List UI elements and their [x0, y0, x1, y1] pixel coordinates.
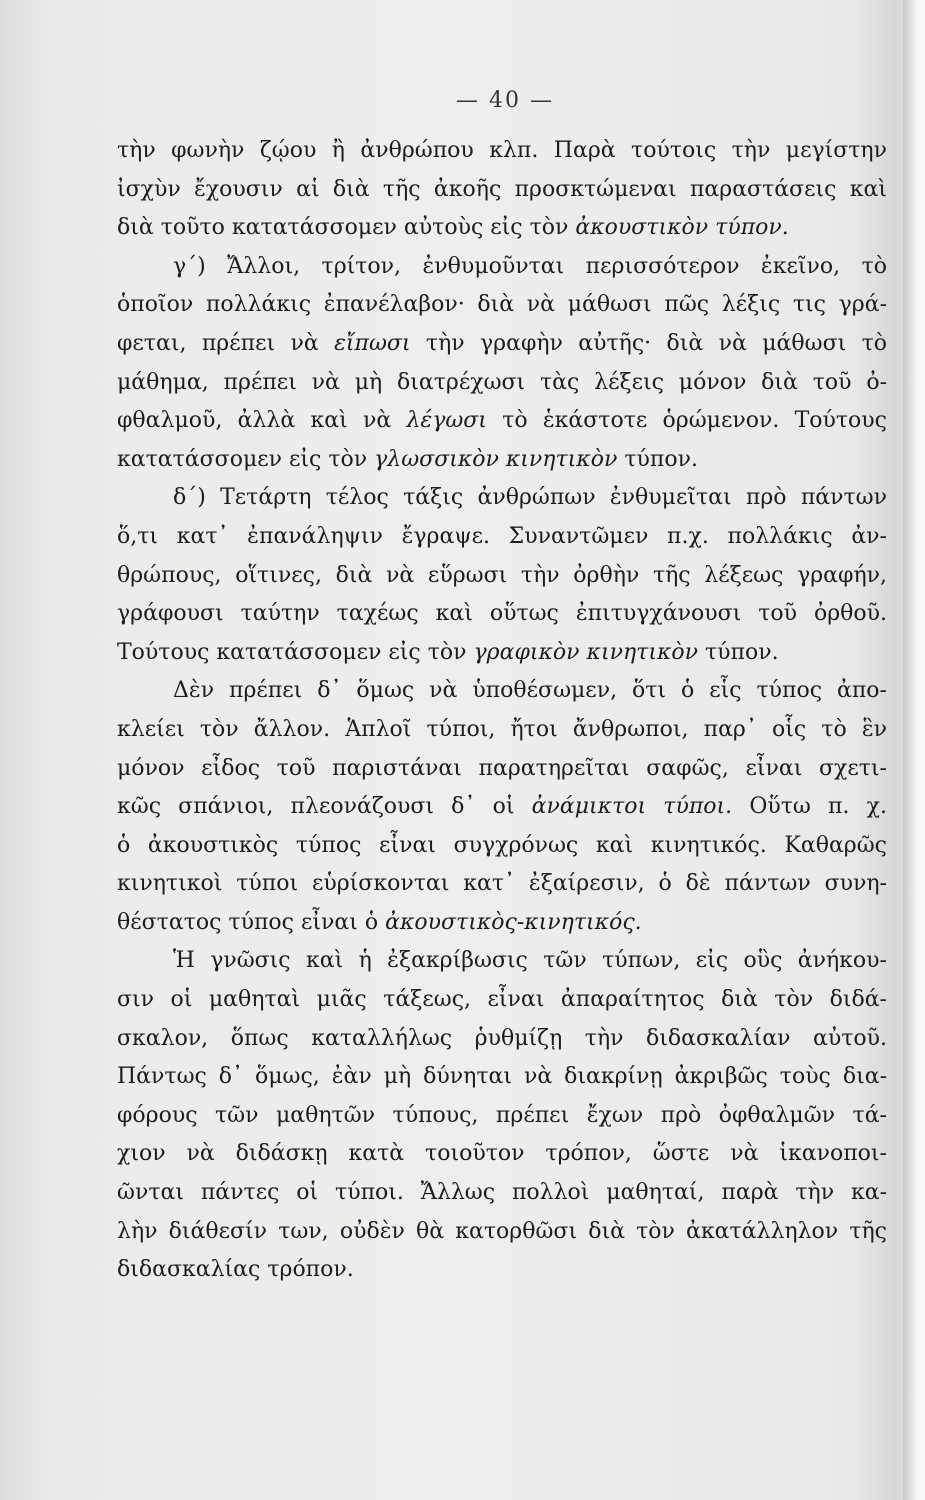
page-edge: [903, 0, 925, 1500]
text-line-3: διὰ τοῦτο κατατάσσομεν αὐτοὺς εἰς τὸν ἀκουστικὸν τύπον.: [117, 215, 789, 241]
text-line-2: ἰσχὺν ἔχουσιν αἱ διὰ τῆς ἀκοῆς προσκτώμεναι παραστάσεις καὶ: [117, 176, 887, 202]
text-line-24: σκαλον, ὅπως καταλλήλως ῥυθμίζῃ τὴν διδασκαλίαν αὐτοῦ.: [117, 1025, 887, 1051]
text-line-16: κλείει τὸν ἄλλον. Ἁπλοῖ τύποι, ἤτοι ἄνθρωποι, παρ᾽ οἷς τὸ ἓν: [117, 716, 887, 742]
text-line-28: ῶνται πάντες οἱ τύποι. Ἄλλως πολλοὶ μαθηταί, παρὰ τὴν κα-: [117, 1180, 887, 1206]
text-line-5: ὁποῖον πολλάκις ἐπανέλαβον· διὰ νὰ μάθωσι πῶς λέξις τις γρά-: [117, 292, 887, 318]
text-line-29: λὴν διάθεσίν των, οὐδὲν θὰ κατορθῶσι διὰ τὸν ἀκατάλληλον τῆς: [117, 1218, 887, 1244]
emphasis-verbal-motor: γλωσσικὸν κινητικὸν: [374, 446, 618, 472]
text-line-18: κῶς σπάνιοι, πλεονάζουσι δ᾽ οἱ ἀνάμικτοι τύποι. Οὕτω π. χ.: [117, 794, 887, 820]
text-line-26: φόρους τῶν μαθητῶν τύπους, πρέπει ἔχων πρὸ ὀφθαλμῶν τά-: [117, 1102, 887, 1128]
emphasis-legosi: λέγωσι: [406, 408, 487, 434]
text-line-22: Ἡ γνῶσις καὶ ἡ ἐξακρίβωσις τῶν τύπων, εἰς οὓς ἀνήκου-: [173, 948, 887, 974]
text-line-17: μόνον εἶδος τοῦ παριστάναι παρατηρεῖται σαφῶς, εἶναι σχετι-: [117, 755, 887, 781]
text-line-1: τὴν φωνὴν ζῴου ἢ ἀνθρώπου κλπ. Παρὰ τούτοις τὴν μεγίστην: [117, 138, 887, 163]
emphasis-mixed-types: ἀνάμικτοι τύποι.: [531, 794, 733, 820]
text-line-10: δ΄) Τετάρτη τέλος τάξις ἀνθρώπων ἐνθυμεῖται πρὸ πάντων: [173, 485, 887, 511]
text-line-9: κατατάσσομεν εἰς τὸν γλωσσικὸν κινητικὸν τύπον.: [117, 446, 698, 472]
emphasis-acoustic-type: ἀκουστικὸν τύπον.: [575, 215, 789, 241]
emphasis-eiposi: εἴπωσι: [334, 330, 411, 356]
text-line-6: φεται, πρέπει νὰ εἴπωσι τὴν γραφὴν αὐτῆς· διὰ νὰ μάθωσι τὸ: [117, 330, 887, 356]
text-line-14: Τούτους κατατάσσομεν εἰς τὸν γραφικὸν κινητικὸν τύπον.: [117, 639, 779, 665]
text-line-21: θέστατος τύπος εἶναι ὁ ἀκουστικὸς-κινητικός.: [117, 909, 642, 935]
text-line-19: ὁ ἀκουστικὸς τύπος εἶναι συγχρόνως καὶ κινητικός. Καθαρῶς: [117, 832, 887, 858]
text-line-8: φθαλμοῦ, ἀλλὰ καὶ νὰ λέγωσι τὸ ἑκάστοτε ὁρώμενον. Τούτους: [117, 408, 887, 434]
emphasis-acoustic-motor: ἀκουστικὸς-κινητικός.: [385, 909, 642, 935]
text-line-25: Πάντως δ᾽ ὅμως, ἐὰν μὴ δύνηται νὰ διακρίνῃ ἀκριβῶς τοὺς δια-: [117, 1064, 887, 1090]
text-line-20: κινητικοὶ τύποι εὑρίσκονται κατ᾽ ἐξαίρεσιν, ὁ δὲ πάντων συνη-: [117, 871, 887, 897]
text-line-13: γράφουσι ταύτην ταχέως καὶ οὕτως ἐπιτυγχάνουσι τοῦ ὀρθοῦ.: [117, 601, 887, 627]
text-line-23: σιν οἱ μαθηταὶ μιᾶς τάξεως, εἶναι ἀπαραίτητος διὰ τὸν διδά-: [117, 987, 887, 1013]
text-line-4: γ΄) Ἄλλοι, τρίτον, ἐνθυμοῦνται περισσότερον ἐκεῖνο, τὸ: [173, 253, 887, 279]
text-line-15: Δὲν πρέπει δ᾽ ὅμως νὰ ὑποθέσωμεν, ὅτι ὁ εἷς τύπος ἀπο-: [173, 678, 887, 704]
text-line-11: ὅ,τι κατ᾽ ἐπανάληψιν ἔγραψε. Συναντῶμεν π.χ. πολλάκις ἀν-: [117, 523, 887, 549]
text-line-27: χιον νὰ διδάσκῃ κατὰ τοιοῦτον τρόπον, ὥστε νὰ ἱκανοποι-: [117, 1141, 887, 1167]
text-line-7: μάθημα, πρέπει νὰ μὴ διατρέχωσι τὰς λέξεις μόνον διὰ τοῦ ὀ-: [117, 369, 887, 395]
page-number: — 40 —: [456, 88, 554, 113]
emphasis-graphic-motor: γραφικὸν κινητικὸν: [473, 639, 698, 665]
text-line-12: θρώπους, οἵτινες, διὰ νὰ εὕρωσι τὴν ὀρθὴν τῆς λέξεως γραφήν,: [117, 562, 887, 588]
body-text: [117, 132, 887, 1290]
text-line-30: διδασκαλίας τρόπον.: [117, 1257, 354, 1283]
